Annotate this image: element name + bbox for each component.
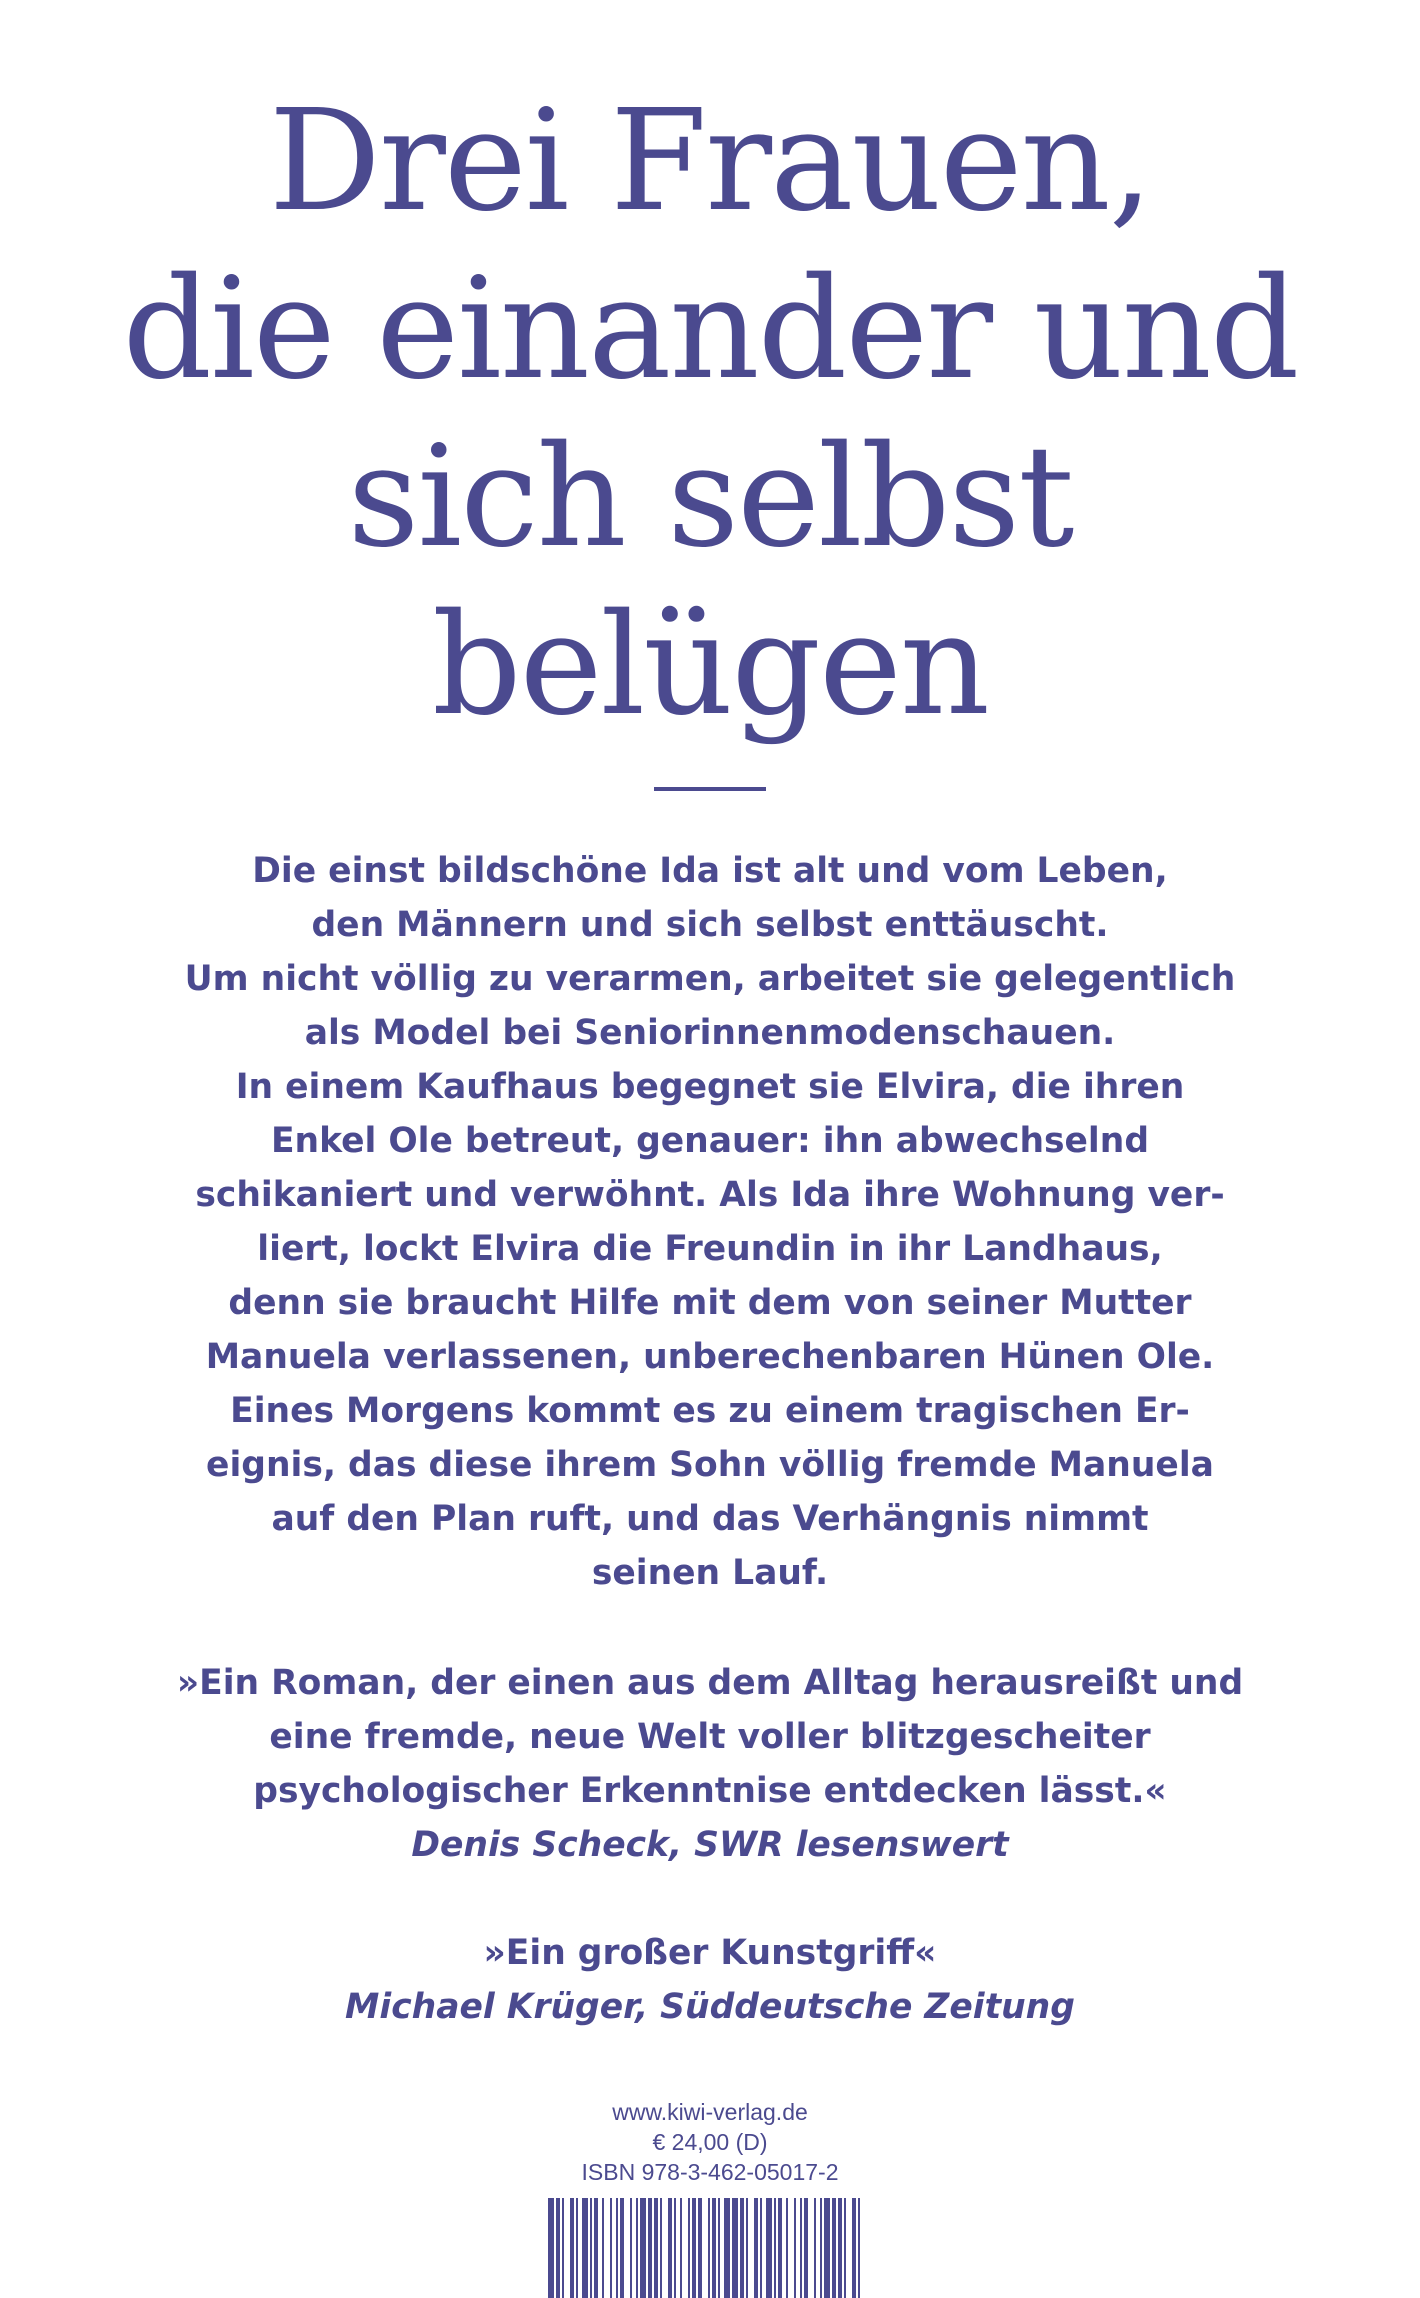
headline xyxy=(0,78,1420,750)
blurb-line: seinen Lauf. xyxy=(591,1553,829,1593)
divider xyxy=(654,787,766,791)
blurb-line: Eines Morgens kommt es zu einem tragischen Er- xyxy=(230,1391,1190,1431)
quote-line: »Ein Roman, der einen aus dem Alltag herausreißt und xyxy=(176,1663,1244,1703)
review-quote xyxy=(160,1926,1260,2034)
quote-line: eine fremde, neue Welt voller blitzgescheiter xyxy=(269,1717,1151,1757)
publisher-website: www.kiwi-verlag.de xyxy=(612,2099,808,2125)
blurb-line: Die einst bildschöne Ida ist alt und vom Leben, xyxy=(252,851,1168,891)
blurb-line: auf den Plan ruft, und das Verhängnis nimmt xyxy=(271,1499,1149,1539)
blurb-line: Enkel Ole betreut, genauer: ihn abwechselnd xyxy=(270,1121,1150,1161)
blurb-line: als Model bei Seniorinnenmodenschauen. xyxy=(304,1013,1116,1053)
price: € 24,00 (D) xyxy=(652,2129,768,2155)
quote-source: Michael Krüger, Süddeutsche Zeitung xyxy=(345,1987,1075,2027)
headline-line: sich selbst xyxy=(347,416,1073,579)
blurb-line: den Männern und sich selbst enttäuscht. xyxy=(311,905,1109,945)
headline-line: belügen xyxy=(431,584,989,747)
barcode-icon xyxy=(548,2198,860,2298)
quote-source: Denis Scheck, SWR lesenswert xyxy=(411,1825,1009,1865)
blurb-text xyxy=(160,844,1260,1600)
publisher-info xyxy=(460,2097,960,2187)
headline-line: die einander und xyxy=(122,248,1298,411)
blurb-line: Um nicht völlig zu verarmen, arbeitet sie gelegentlich xyxy=(184,959,1236,999)
blurb-line: Manuela verlassenen, unberechenbaren Hünen Ole. xyxy=(205,1337,1215,1377)
review-quote xyxy=(160,1656,1260,1872)
blurb-line: schikaniert und verwöhnt. Als Ida ihre Wohnung ver- xyxy=(195,1175,1225,1215)
isbn: ISBN 978-3-462-05017-2 xyxy=(581,2159,839,2185)
blurb-line: liert, lockt Elvira die Freundin in ihr Landhaus, xyxy=(257,1229,1163,1269)
blurb-line: In einem Kaufhaus begegnet sie Elvira, die ihren xyxy=(235,1067,1185,1107)
headline-line: Drei Frauen, xyxy=(268,80,1152,243)
blurb-line: eignis, das diese ihrem Sohn völlig fremde Manuela xyxy=(206,1445,1214,1485)
quote-line: psychologischer Erkenntnise entdecken lässt.« xyxy=(253,1771,1167,1811)
quote-line: »Ein großer Kunstgriff« xyxy=(483,1933,937,1973)
blurb-line: denn sie braucht Hilfe mit dem von seiner Mutter xyxy=(228,1283,1192,1323)
